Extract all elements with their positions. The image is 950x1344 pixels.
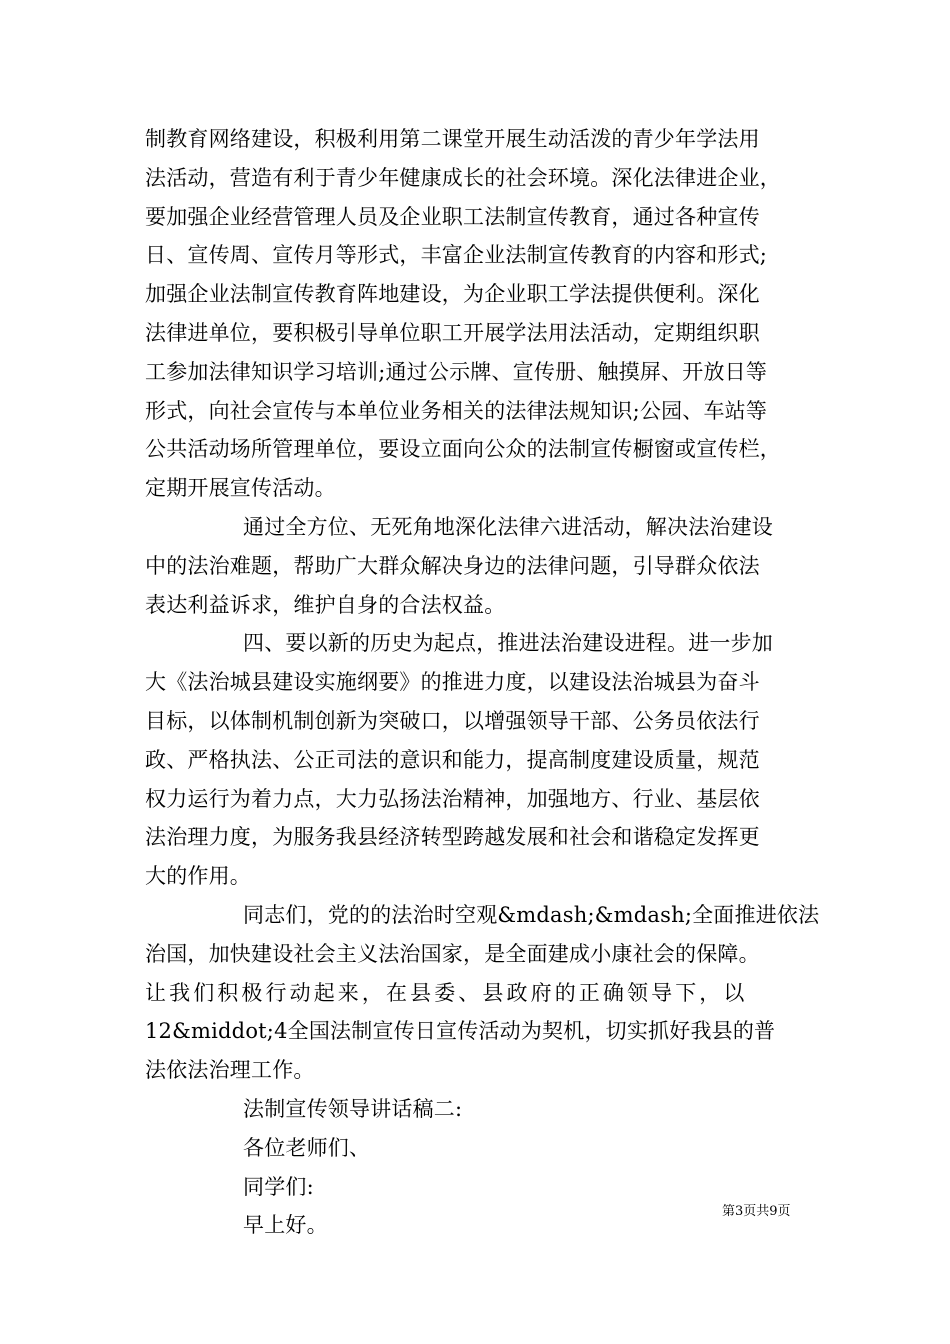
- text-line: 大《法治城县建设实施纲要》的推进力度，以建设法治城县为奋斗: [145, 670, 760, 695]
- salutation-line: 各位老师们、: [243, 1135, 371, 1160]
- text-line: 中的法治难题，帮助广大群众解决身边的法律问题，引导群众依法: [145, 553, 760, 578]
- text-line: 治国，加快建设社会主义法治国家，是全面建成小康社会的保障。: [145, 941, 760, 966]
- text-line: 法治理力度，为服务我县经济转型跨越发展和社会和谐稳定发挥更: [145, 825, 760, 850]
- text-line: 工参加法律知识学习培训;通过公示牌、宣传册、触摸屏、开放日等: [145, 359, 768, 384]
- text-line: 法律进单位，要积极引导单位职工开展学法用法活动，定期组织职: [145, 320, 760, 345]
- text-line: 定期开展宣传活动。: [145, 476, 336, 501]
- text-line: 加强企业法制宣传教育阵地建设，为企业职工学法提供便利。深化: [145, 282, 760, 307]
- greeting-line: 早上好。: [243, 1213, 328, 1238]
- text-line: 目标，以体制机制创新为突破口，以增强领导干部、公务员依法行: [145, 708, 760, 733]
- text-line: 公共活动场所管理单位，要设立面向公众的法制宣传橱窗或宣传栏，: [145, 437, 781, 462]
- text-line: 制教育网络建设，积极利用第二课堂开展生动活泼的青少年学法用: [145, 127, 760, 151]
- text-line: 12&middot;4全国法制宣传日宣传活动为契机，切实抓好我县的普: [145, 1019, 776, 1044]
- text-line: 大的作用。: [145, 864, 251, 889]
- text-line: 要加强企业经营管理人员及企业职工法制宣传教育，通过各种宣传: [145, 204, 760, 229]
- page-number-footer: 第3页共9页: [722, 1204, 791, 1219]
- body-text: [145, 120, 820, 1245]
- paragraph-first-line: 同志们，党的的法治时空观&mdash;&mdash;全面推进依法: [243, 902, 820, 927]
- section-heading: 法制宣传领导讲话稿二:: [243, 1096, 463, 1121]
- text-line: 表达利益诉求，维护自身的合法权益。: [145, 592, 506, 617]
- paragraph-first-line: 通过全方位、无死角地深化法律六进活动，解决法治建设: [243, 514, 773, 539]
- text-line: 法活动，营造有利于青少年健康成长的社会环境。深化法律进企业，: [145, 165, 781, 190]
- text-line: 权力运行为着力点，大力弘扬法治精神，加强地方、行业、基层依: [145, 786, 760, 811]
- text-line: 让我们积极行动起来，在县委、县政府的正确领导下，以: [145, 980, 748, 1005]
- salutation-line: 同学们:: [243, 1174, 314, 1199]
- paragraph-first-line: 四、要以新的历史为起点，推进法治建设进程。进一步加: [243, 631, 773, 656]
- text-line: 形式，向社会宣传与本单位业务相关的法律法规知识;公园、车站等: [145, 398, 768, 423]
- text-line: 政、严格执法、公正司法的意识和能力，提高制度建设质量，规范: [145, 747, 760, 772]
- text-line: 日、宣传周、宣传月等形式，丰富企业法制宣传教育的内容和形式;: [145, 243, 768, 268]
- text-line: 法依法治理工作。: [145, 1058, 315, 1083]
